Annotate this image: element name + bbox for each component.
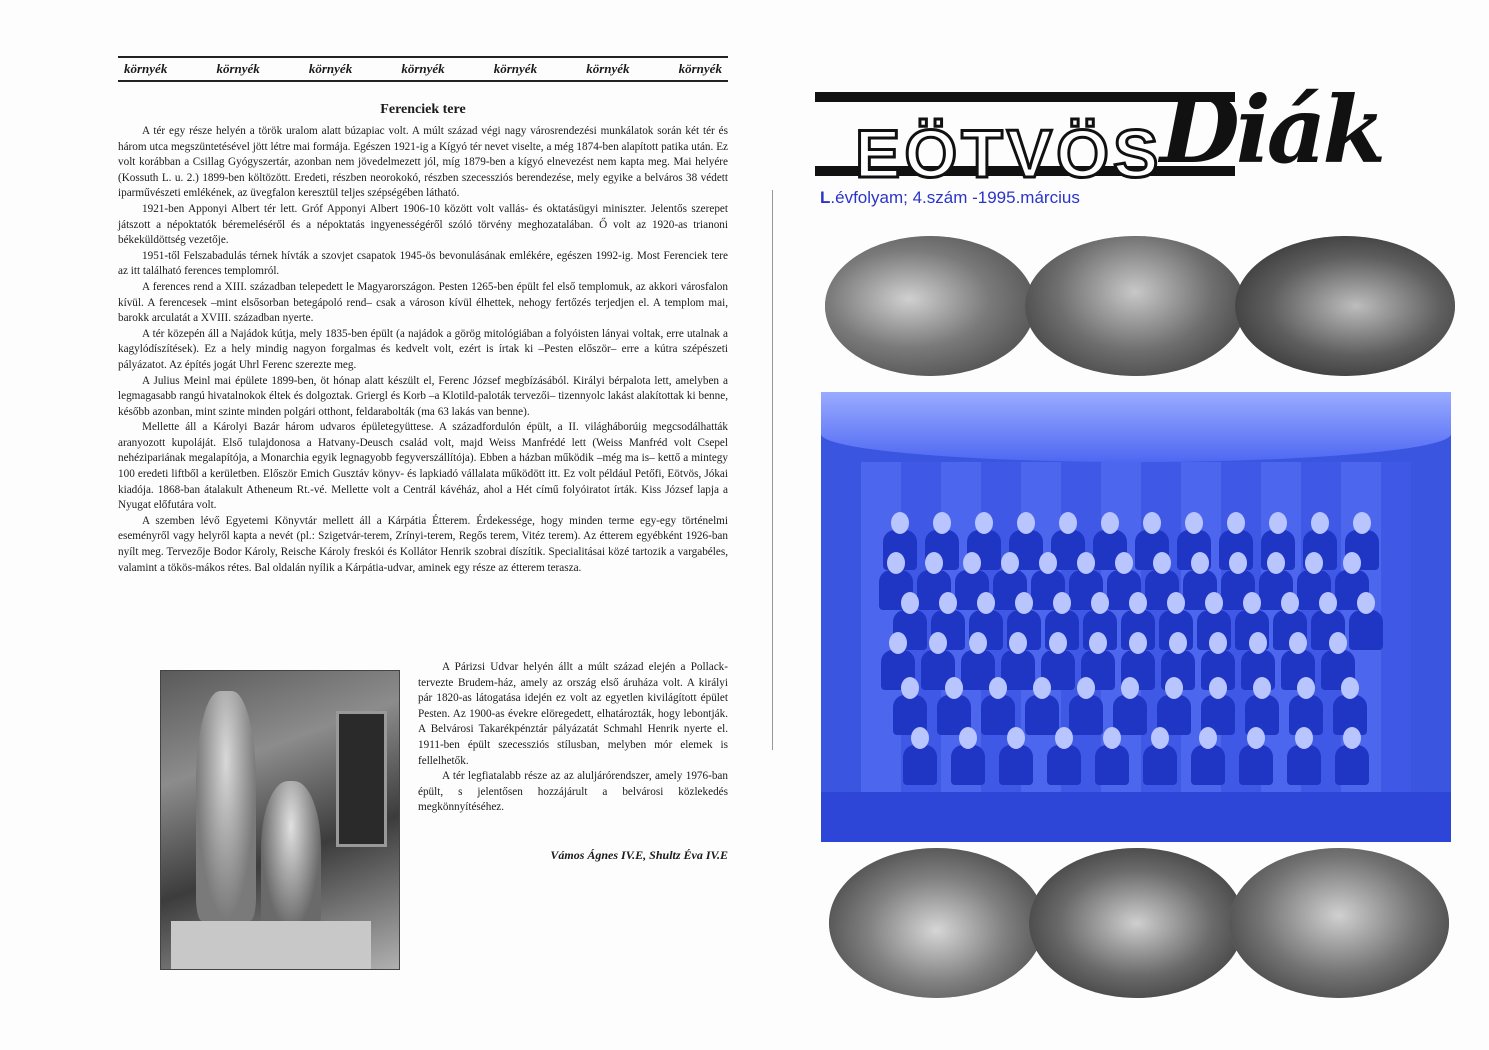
person-head xyxy=(1289,632,1307,654)
person-head xyxy=(969,632,987,654)
person-head xyxy=(1055,727,1073,749)
top-photo-strip xyxy=(825,236,1455,376)
person-head xyxy=(889,632,907,654)
section-label: környék xyxy=(493,61,538,76)
person-head xyxy=(1191,552,1209,574)
photo-statue-detail xyxy=(261,781,321,931)
page-fold-line xyxy=(772,190,773,750)
person-head xyxy=(1343,552,1361,574)
person-head xyxy=(1007,727,1025,749)
photo-oval xyxy=(1229,848,1449,998)
person-body xyxy=(903,745,937,785)
paragraph: A szemben lévő Egyetemi Könyvtár mellett áll a Kárpátia Étterem. Érdekessége, hogy minden terme egy-egy történelmi eseményről vagy helyről kapta a nevét (pl.: Szigetvár-terem, Zrínyi-terem, Regős terem, Vitéz terem). Az étterem egyébként 1926-ban nyílt meg. Tervezője Bodor Károly, Reische Károly freskói és Kollátor Henrik szobrai díszítik. Specialitásai közé tartozik a vargabéles, valamint a tökös-mákos rétes. Bal oldalán nyílik a Kárpátia-udvar, aminek egy része az étterem terasza. xyxy=(118,514,728,574)
paragraph: A tér egy része helyén a török uralom alatt búzapiac volt. A múlt század végi nagy városrendezési munkálatok során két tér és három utca megszüntetésével jött létre mai formája. Egészen 1921-ig a Kígyó tér nevet viselte, a még 1874-ben alapított patika után. Ez volt korábban a Csillag Gyógyszertár, azonban nem jövedelmezett jól, míg 1879-ben a kígyó elnevezést nem kapta meg. Mai helyére (Kossuth L. u. 2.) 1899-ben költözött. Eredeti, részben neorokokó, részben szecessziós berendezése, mely egyike a belváros 38 védett iparművészeti emlékének, az üvegfalon keresztül teljes szépségében látható. xyxy=(118,125,728,200)
group-photo xyxy=(821,392,1451,842)
person-head xyxy=(1089,632,1107,654)
person-body xyxy=(1025,695,1059,735)
person-head xyxy=(1341,677,1359,699)
photo-statue-detail xyxy=(196,691,256,921)
person-head xyxy=(1185,512,1203,534)
person-head xyxy=(1329,632,1347,654)
person-head xyxy=(989,677,1007,699)
person-head xyxy=(1357,592,1375,614)
person-head xyxy=(1209,677,1227,699)
person-head xyxy=(1001,552,1019,574)
person-head xyxy=(1249,632,1267,654)
photo-oval xyxy=(1025,236,1245,376)
person-head xyxy=(1151,727,1169,749)
paragraph: A tér legfiatalabb része az az aluljárórendszer, amely 1976-ban épült, s jelentősen hozzájárult a belvárosi közlekedés megkönnyítéséhez. xyxy=(418,770,728,814)
paragraph: 1951-től Felszabadulás térnek hívták a szovjet csapatok 1945-ös bevonulásának emlékére, egészen 1992-ig. Most Ferenciek tere az itt található ferences templomról. xyxy=(118,249,728,278)
section-label: környék xyxy=(678,61,722,76)
person-head xyxy=(1209,632,1227,654)
person-head xyxy=(959,727,977,749)
person-head xyxy=(1053,592,1071,614)
person-head xyxy=(945,677,963,699)
person-head xyxy=(933,512,951,534)
person-head xyxy=(963,552,981,574)
person-head xyxy=(1059,512,1077,534)
issue-initial: L xyxy=(820,188,831,207)
person-body xyxy=(951,745,985,785)
stage-curtain xyxy=(821,392,1451,462)
person-head xyxy=(1199,727,1217,749)
person-head xyxy=(1129,632,1147,654)
article-body xyxy=(118,124,728,576)
person-head xyxy=(1229,552,1247,574)
person-body xyxy=(1191,745,1225,785)
person-head xyxy=(1033,677,1051,699)
person-head xyxy=(1049,632,1067,654)
bottom-photo-strip xyxy=(829,848,1449,998)
person-body xyxy=(1349,610,1383,650)
person-body xyxy=(1335,745,1369,785)
person-head xyxy=(975,512,993,534)
person-head xyxy=(1015,592,1033,614)
paragraph: A tér közepén áll a Najádok kútja, mely 1835-ben épült (a najádok a görög mitológiában a folyóisten lányai voltak, erre utalnak a kagylódíszítések). Ez a hely mindig nagyon forgalmas és kedvelt volt, ezért is írtak ki –Pesten először– erre a kútra szépészeti pályázatot. Az építés jogát Uhrl Ferenc szerezte meg. xyxy=(118,327,728,371)
section-label: környék xyxy=(401,61,445,76)
person-head xyxy=(1153,552,1171,574)
person-head xyxy=(1205,592,1223,614)
paragraph: A ferences rend a XIII. században telepedett le Magyarországon. Pesten 1265-ben épült fel első templomuk, az akkori városfalon kívül. A ferencesek –mint elsősorban betegápoló rend– csak a városon kívül élhettek, nehogy fertőzés terjedjen el. A templom mai, barokk arculatát a XVIII. században nyerte. xyxy=(118,280,728,325)
person-head xyxy=(1319,592,1337,614)
photo-oval xyxy=(1029,848,1244,998)
statue-photo xyxy=(160,670,400,970)
article-title: Ferenciek tere xyxy=(380,102,466,117)
person-head xyxy=(1009,632,1027,654)
person-head xyxy=(1311,512,1329,534)
person-body xyxy=(999,745,1033,785)
issue-line xyxy=(820,188,1080,208)
person-head xyxy=(901,592,919,614)
person-head xyxy=(1129,592,1147,614)
person-head xyxy=(891,512,909,534)
person-head xyxy=(1353,512,1371,534)
section-header-bar xyxy=(118,56,728,82)
issue-text: .évfolyam; 4.szám -1995.március xyxy=(830,188,1080,207)
photo-plinth-detail xyxy=(171,921,371,969)
paragraph: A Julius Meinl mai épülete 1899-ben, öt hónap alatt készült el, Ferenc József megbízásából. Királyi bérpalota lett, amelyben a legmagasabb rangú hivatalnokok éltek és dolgoztak. Griergl és Korb –a Klotild-paloták tervezői– tizennyolc lakást alakítottak ki benne, később azonban, mint szinte minden polgári otthont, feldarabolták (ma 63 lakás van benne). xyxy=(118,374,728,418)
section-label: környék xyxy=(586,61,630,76)
person-head xyxy=(887,552,905,574)
paragraph: A Párizsi Udvar helyén állt a múlt század elején a Pollack-tervezte Brudem-ház, amely az ország első áruháza volt. A királyi pár 1820-as látogatása idején ez volt az egyetlen kivilágított épület Pesten. Az 1900-as évekre elöregedett, elhatározták, hogy lebontják. A Belvárosi Takarékpénztár pályázatát Schmahl Henrik nyerte el. 1911-ben épült szecessziós stílusban, melyben mór elemek is fellelhetők. xyxy=(418,661,728,767)
author-signature: Vámos Ágnes IV.E, Shultz Éva IV.E xyxy=(550,848,728,862)
person-head xyxy=(1269,512,1287,534)
person-head xyxy=(1227,512,1245,534)
person-head xyxy=(1101,512,1119,534)
right-page xyxy=(775,0,1489,1050)
person-head xyxy=(1115,552,1133,574)
person-head xyxy=(901,677,919,699)
person-head xyxy=(1143,512,1161,534)
person-body xyxy=(1287,745,1321,785)
person-head xyxy=(929,632,947,654)
person-head xyxy=(1305,552,1323,574)
photo-window-detail xyxy=(336,711,387,847)
person-head xyxy=(1297,677,1315,699)
person-body xyxy=(1239,745,1273,785)
person-body xyxy=(1069,695,1103,735)
person-head xyxy=(1267,552,1285,574)
person-head xyxy=(1243,592,1261,614)
photo-oval xyxy=(825,236,1035,376)
person-head xyxy=(1091,592,1109,614)
person-head xyxy=(1103,727,1121,749)
person-head xyxy=(1295,727,1313,749)
logo-script: Diák xyxy=(1160,76,1383,184)
person-head xyxy=(1077,677,1095,699)
person-head xyxy=(1121,677,1139,699)
person-head xyxy=(1281,592,1299,614)
person-head xyxy=(1077,552,1095,574)
person-head xyxy=(1169,632,1187,654)
person-body xyxy=(1095,745,1129,785)
section-label: környék xyxy=(124,61,168,76)
person-head xyxy=(1247,727,1265,749)
person-head xyxy=(939,592,957,614)
article-side-column xyxy=(418,660,728,816)
logo-title: EÖTVÖS xyxy=(855,116,1163,192)
person-body xyxy=(1143,745,1177,785)
section-label: környék xyxy=(216,61,260,76)
photo-oval xyxy=(829,848,1044,998)
person-head xyxy=(1017,512,1035,534)
group-of-people xyxy=(881,512,1391,802)
paragraph: 1921-ben Apponyi Albert tér lett. Gróf Apponyi Albert 1906-10 között volt vallás- és oktatásügyi miniszter. Jelentős szerepet játszott a népoktatók béremeléséről és a népoktatás ingyenességéről szóló törvény meghozatalában. Ő volt az 1920-as trianoni békeküldöttség vezetője. xyxy=(118,202,728,247)
person-head xyxy=(977,592,995,614)
person-body xyxy=(1047,745,1081,785)
person-head xyxy=(1253,677,1271,699)
person-head xyxy=(925,552,943,574)
person-head xyxy=(911,727,929,749)
person-head xyxy=(1343,727,1361,749)
person-head xyxy=(1165,677,1183,699)
person-head xyxy=(1167,592,1185,614)
photo-oval xyxy=(1235,236,1455,376)
person-head xyxy=(1039,552,1057,574)
section-label: környék xyxy=(308,61,353,76)
paragraph: Mellette áll a Károlyi Bazár három udvaros épületegyüttese. A századfordulón épült, a II. világháborúig megcsodálhatták aranyozott kupoláját. Első tulajdonosa a Hatvany-Deusch család volt, majd Weiss Manfrédé lett (Weiss Manfréd volt Csepel nehézipariának megalapítója, a Monarchia egyik legnagyobb fegyverszállítója). Ebben a házban működik –még ma is– kettő a mintegy 100 eredeti liftből a kerületben. Először Emich Gusztáv könyv- és lapkiadó vállalata működött itt. Ez volt például Petőfi, Eötvös, Jókai kiadója. 1868-ban átalakult Atheneum Rt.-vé. Mellette volt a Centrál kávéház, ahol a Hét című folyóiratot írták. Kiss József lapja a Nyugat előfutára volt. xyxy=(118,421,728,512)
